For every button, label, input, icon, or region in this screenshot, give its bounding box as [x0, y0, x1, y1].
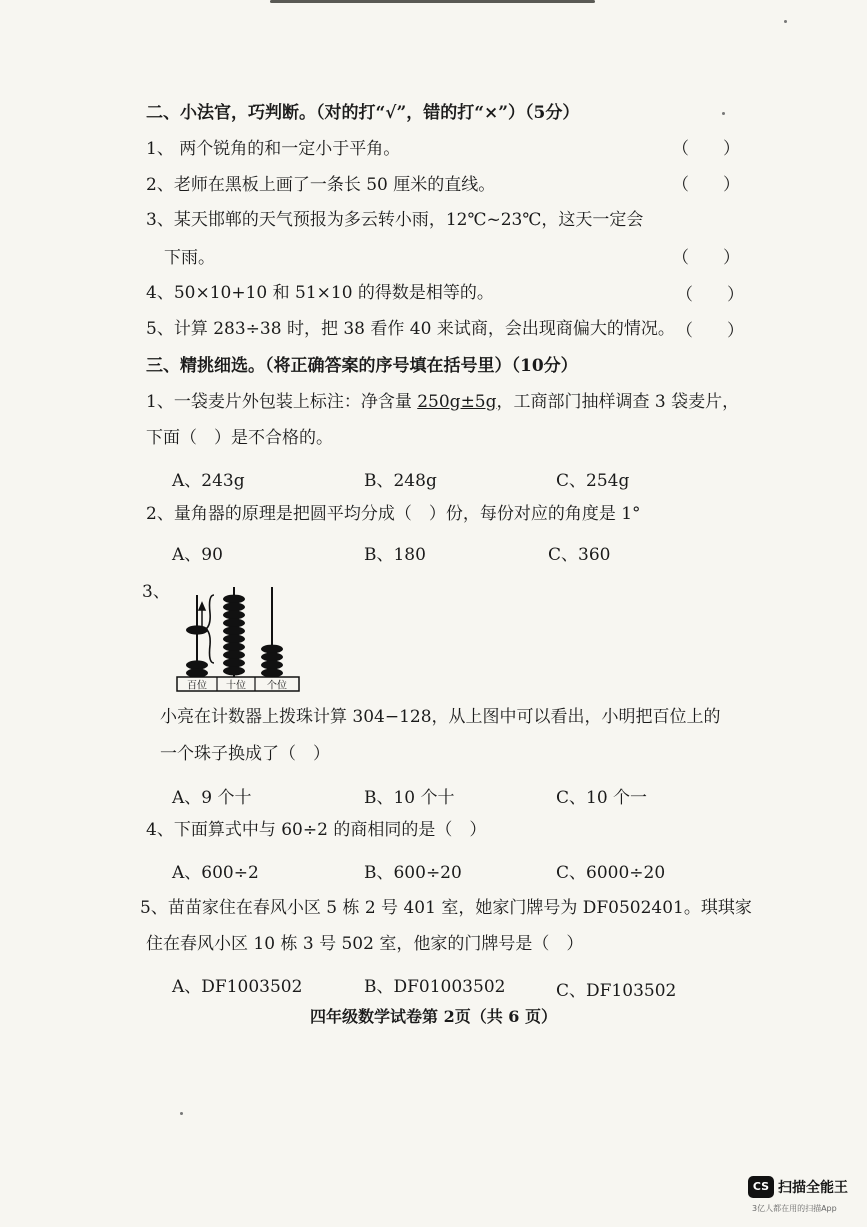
q3-line1: 小亮在计数器上拨珠计算 304−128，从上图中可以看出，小明把百位上的: [160, 707, 721, 727]
q5-line2: 住在春风小区 10 栋 3 号 502 室，他家的门牌号是（ ）: [146, 934, 584, 954]
s2-item4: 4、50×10+10 和 51×10 的得数是相等的。: [146, 283, 494, 303]
q1-option-b[interactable]: B、248g: [364, 471, 437, 491]
q1-weight-spec: 250g±5g: [417, 392, 497, 412]
s2-item3: 3、某天邯郸的天气预报为多云转小雨，12℃~23℃，这天一定会: [146, 210, 644, 230]
s2-item1: 1、 两个锐角的和一定小于平角。: [146, 139, 401, 159]
q4-option-b[interactable]: B、600÷20: [364, 863, 462, 883]
scan-speck: [722, 112, 725, 115]
q5-option-b[interactable]: B、DF01003502: [364, 977, 506, 997]
s2-item3-cont: 下雨。: [164, 248, 215, 268]
bead: [223, 603, 245, 612]
q1-option-c[interactable]: C、254g: [556, 471, 630, 491]
q5-option-c[interactable]: C、DF103502: [556, 981, 677, 1001]
s2-item3-paren[interactable]: （ ）: [672, 248, 740, 268]
bead: [223, 619, 245, 628]
q1-line1-post: ，工商部门抽样调查 3 袋麦片，: [496, 392, 740, 412]
s2-item4-paren[interactable]: （ ）: [676, 285, 744, 305]
section2-heading: 二、小法官，巧判断。（对的打“√”，错的打“×”）（5分）: [146, 103, 580, 123]
q4-line1: 4、下面算式中与 60÷2 的商相同的是（ ）: [146, 820, 487, 840]
watermark-sub: 3亿人都在用的扫描App: [752, 1204, 837, 1213]
s2-item1-paren[interactable]: （ ）: [672, 139, 740, 159]
bead: [223, 595, 245, 604]
section3-heading: 三、精挑细选。（将正确答案的序号填在括号里）（10分）: [146, 356, 578, 376]
bead: [261, 645, 283, 654]
q3-option-c[interactable]: C、10 个一: [556, 788, 648, 808]
page-footer: 四年级数学试卷第 2页（共 6 页）: [310, 1007, 557, 1026]
label-tens: 十位: [226, 680, 246, 692]
bead: [223, 611, 245, 620]
q3-option-a[interactable]: A、9 个十: [172, 788, 252, 808]
scan-speck: [784, 20, 787, 23]
abacus-figure: [176, 585, 300, 693]
bead: [261, 661, 283, 670]
s2-item5-paren[interactable]: （ ）: [676, 321, 744, 341]
q5-option-a[interactable]: A、DF1003502: [172, 977, 303, 997]
s2-item2: 2、老师在黑板上画了一条长 50 厘米的直线。: [146, 175, 496, 195]
bead: [223, 627, 245, 636]
bead: [223, 635, 245, 644]
q2-option-c[interactable]: C、360: [548, 545, 611, 565]
q2-option-a[interactable]: A、90: [172, 545, 223, 565]
bead: [223, 651, 245, 660]
bead: [186, 668, 208, 677]
q1-line1-pre: 1、一袋麦片外包装上标注：净含量: [146, 392, 418, 412]
q4-option-a[interactable]: A、600÷2: [172, 863, 259, 883]
q3-option-b[interactable]: B、10 个十: [364, 788, 455, 808]
bead: [261, 653, 283, 662]
scan-speck: [180, 1112, 183, 1115]
scanner-watermark: [748, 1176, 863, 1221]
q3-number: 3、: [142, 582, 170, 602]
q1-line2: 下面（ ）是不合格的。: [146, 428, 333, 448]
q1-line1: [146, 391, 739, 413]
q5-line1: 5、苗苗家住在春风小区 5 栋 2 号 401 室，她家门牌号为 DF0502401。琪琪家: [140, 898, 752, 918]
s2-item2-paren[interactable]: （ ）: [672, 175, 740, 195]
q1-option-a[interactable]: A、243g: [172, 471, 245, 491]
bead: [261, 669, 283, 678]
label-hundreds: 百位: [187, 680, 207, 692]
bead: [223, 643, 245, 652]
q2-option-b[interactable]: B、180: [364, 545, 426, 565]
bead: [223, 659, 245, 668]
s2-item5: 5、计算 283÷38 时，把 38 看作 40 来试商，会出现商偏大的情况。: [146, 319, 675, 339]
watermark-title: 扫描全能王: [778, 1180, 848, 1196]
bead: [186, 625, 208, 634]
bead: [186, 660, 208, 669]
camscanner-logo-icon: CS: [748, 1176, 774, 1198]
q3-line2: 一个珠子换成了（ ）: [160, 744, 330, 764]
label-ones: 个位: [267, 680, 287, 692]
bead: [223, 667, 245, 676]
q2-line1: 2、量角器的原理是把圆平均分成（ ）份，每份对应的角度是 1°: [146, 504, 641, 524]
q4-option-c[interactable]: C、6000÷20: [556, 863, 666, 883]
scan-edge-line: [270, 0, 595, 3]
